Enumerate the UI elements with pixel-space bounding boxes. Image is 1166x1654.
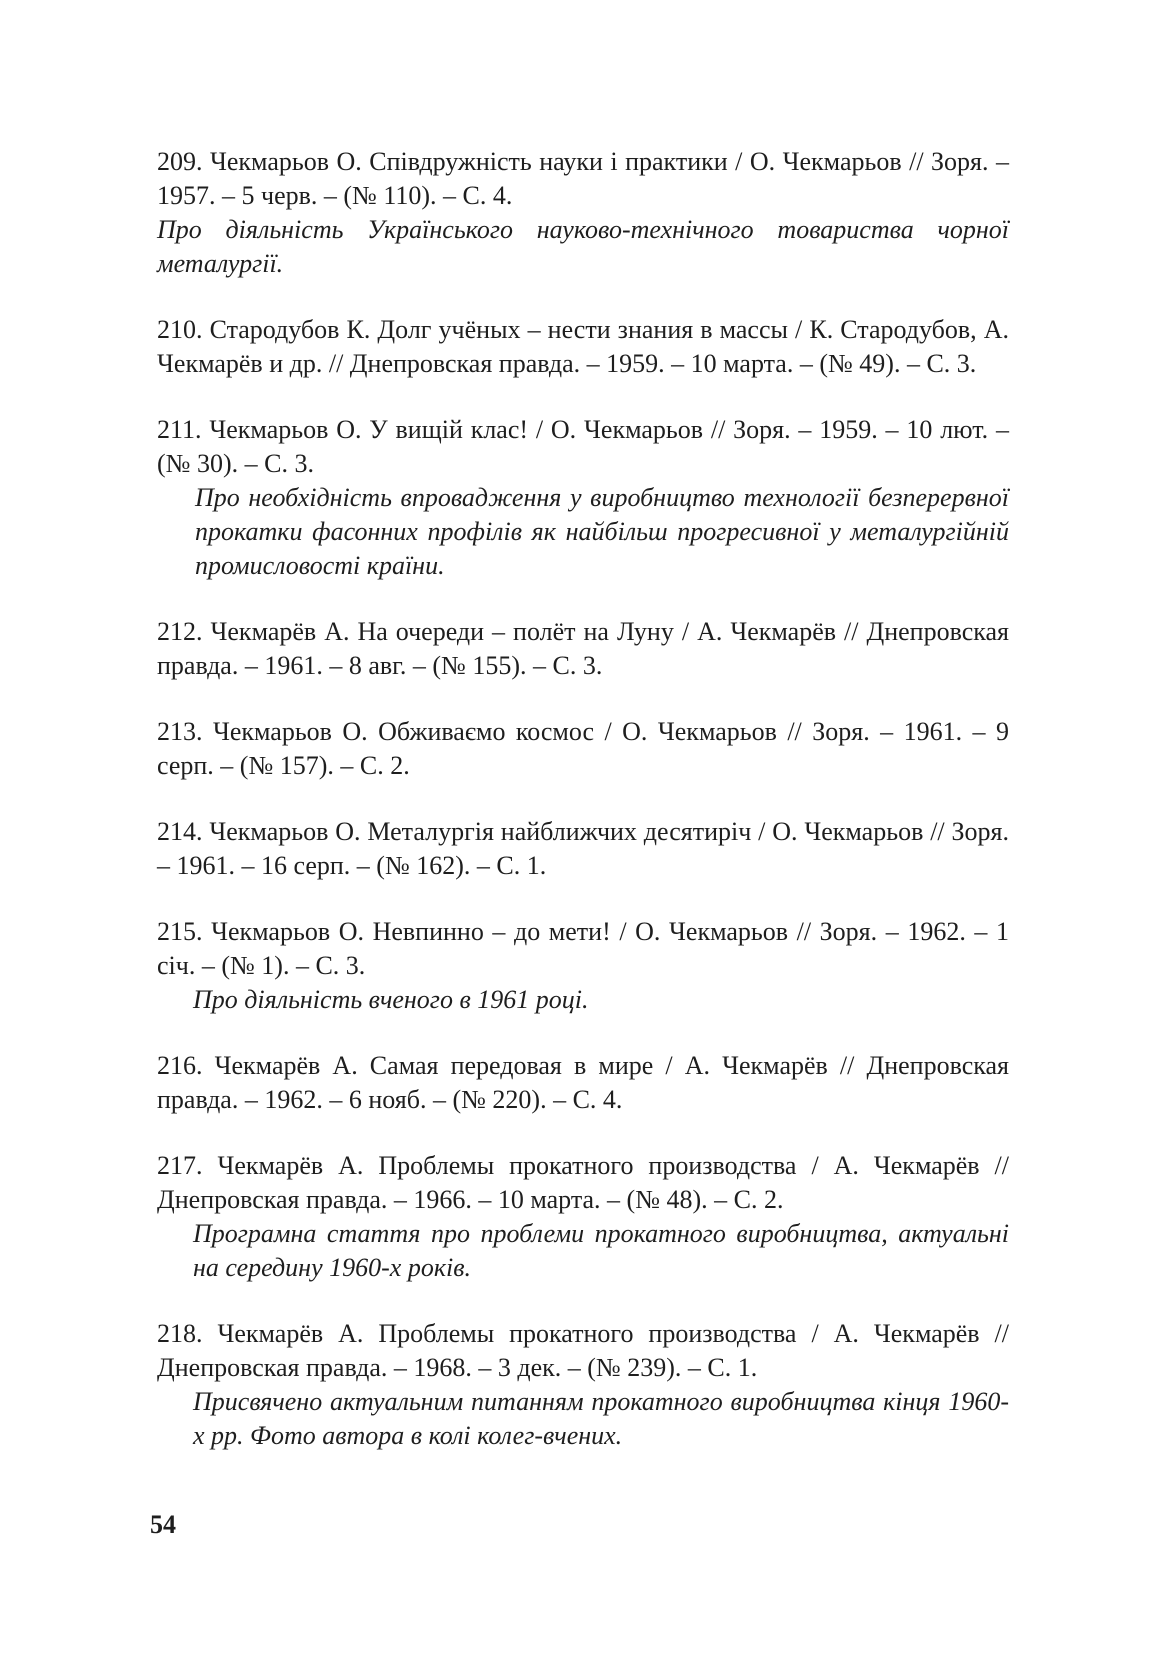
entry-text: 218. Чекмарёв А. Проблемы прокатного производства / А. Чекмарёв // Днепровская правда. – 1968. – 3 дек. – (№ 239). – С. 1. [157,1319,1009,1382]
entry-text: 209. Чекмарьов О. Співдружність науки і практики / О. Чекмарьов // Зоря. – 1957. – 5 черв. – (№ 110). – С. 4. [157,147,1009,210]
entry-214 [157,815,1009,883]
entry-213 [157,715,1009,783]
entry-text: 213. Чекмарьов О. Обживаємо космос / О. Чекмарьов // Зоря. – 1961. – 9 серп. – (№ 157). – С. 2. [157,717,1009,780]
entry-annotation: Про діяльність вченого в 1961 році. [193,985,589,1014]
entry-217 [157,1149,1009,1285]
entry-text: 216. Чекмарёв А. Самая передовая в мире / А. Чекмарёв // Днепровская правда. – 1962. – 6 нояб. – (№ 220). – С. 4. [157,1051,1009,1114]
page-number: 54 [150,1510,176,1539]
entry-216 [157,1049,1009,1117]
entry-annotation: Про діяльність Українського науково-технічного товариства чорної металургії. [157,215,1009,278]
entry-212 [157,615,1009,683]
bibliography-list [157,145,1009,1485]
entry-215 [157,915,1009,1017]
entry-text: 212. Чекмарёв А. На очереди – полёт на Луну / А. Чекмарёв // Днепровская правда. – 1961. – 8 авг. – (№ 155). – С. 3. [157,617,1009,680]
entry-211 [157,413,1009,583]
entry-annotation: Присвячено актуальним питанням прокатного виробництва кінця 1960-х рр. Фото автора в колі колег-вчених. [193,1387,1009,1450]
entry-text: 210. Стародубов К. Долг учёных – нести знания в массы / К. Стародубов, А. Чекмарёв и др. // Днепровская правда. – 1959. – 10 марта. – (№ 49). – С. 3. [157,315,1009,378]
entry-annotation: Про необхідність впровадження у виробництво технології безперервної прокатки фасонних профілів як найбільш прогресивної у металургійній промисловості країни. [195,483,1009,580]
entry-218 [157,1317,1009,1453]
entry-210 [157,313,1009,381]
entry-text: 214. Чекмарьов О. Металургія найближчих десятиріч / О. Чекмарьов // Зоря. – 1961. – 16 серп. – (№ 162). – С. 1. [157,817,1009,880]
entry-209 [157,145,1009,281]
entry-text: 217. Чекмарёв А. Проблемы прокатного производства / А. Чекмарёв // Днепровская правда. – 1966. – 10 марта. – (№ 48). – С. 2. [157,1151,1009,1214]
entry-text: 211. Чекмарьов О. У вищій клас! / О. Чекмарьов // Зоря. – 1959. – 10 лют. – (№ 30). – С. 3. [157,415,1009,478]
entry-text: 215. Чекмарьов О. Невпинно – до мети! / О. Чекмарьов // Зоря. – 1962. – 1 січ. – (№ 1). – С. 3. [157,917,1009,980]
entry-annotation: Програмна стаття про проблеми прокатного виробництва, актуальні на середину 1960-х років. [193,1219,1009,1282]
